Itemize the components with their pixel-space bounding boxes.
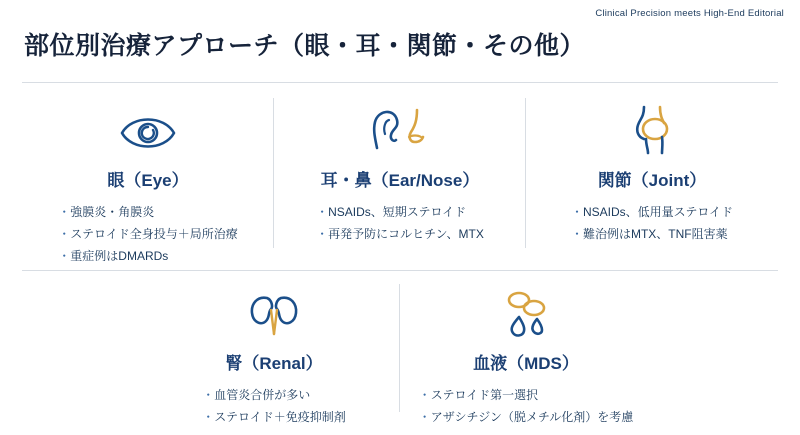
- list-item: ・ アザシチジン（脱メチル化剤）を考慮: [419, 406, 634, 428]
- kidney-icon: [245, 286, 303, 343]
- card-title: 腎（Renal）: [225, 353, 323, 373]
- cards-grid: [22, 84, 778, 428]
- card-renal: [148, 270, 400, 428]
- cards-row-1: [22, 84, 778, 270]
- list-item: ・ ステロイド＋免疫抑制剤: [202, 406, 345, 428]
- card-eye: [22, 84, 274, 270]
- list-item: ・ NSAIDs、低用量ステロイド: [571, 201, 733, 223]
- card-bullets: [571, 201, 733, 245]
- card-blood-mds: [400, 270, 652, 428]
- row2-left-spacer: [22, 270, 148, 428]
- card-bullets: [202, 384, 345, 428]
- eye-icon: [118, 100, 178, 160]
- cards-row-2: [22, 270, 778, 428]
- card-title: 血液（MDS）: [473, 353, 579, 373]
- card-title: 耳・鼻（Ear/Nose）: [320, 171, 480, 190]
- list-item: ・ 血管炎合併が多い: [202, 384, 345, 406]
- list-item: ・ ステロイド第一選択: [419, 384, 634, 406]
- card-title: 眼（Eye）: [107, 171, 189, 190]
- card-bullets: [58, 201, 237, 268]
- row2-right-spacer: [652, 270, 778, 428]
- list-item: ・ 再発予防にコルヒチン、MTX: [316, 223, 484, 245]
- card-ear-nose: [274, 84, 526, 270]
- list-item: ・ NSAIDs、短期ステロイド: [316, 201, 484, 223]
- card-joint: [526, 84, 778, 270]
- list-item: ・ ステロイド全身投与＋局所治療: [58, 223, 237, 245]
- list-item: ・ 強膜炎・角膜炎: [58, 201, 237, 223]
- page-title: 部位別治療アプローチ（眼・耳・関節・その他）: [24, 32, 586, 60]
- card-title: 関節（Joint）: [597, 171, 707, 190]
- eyebrow-text: Clinical Precision meets High-End Editorial: [595, 8, 784, 19]
- card-bullets: [419, 384, 634, 428]
- list-item: ・ 重症例はDMARDs: [58, 245, 237, 267]
- card-bullets: [316, 201, 484, 245]
- joint-icon: [624, 100, 680, 160]
- blood-cells-icon: [499, 286, 553, 343]
- ear-nose-icon: [365, 100, 435, 160]
- list-item: ・ 難治例はMTX、TNF阻害薬: [571, 223, 733, 245]
- title-divider: [22, 82, 778, 83]
